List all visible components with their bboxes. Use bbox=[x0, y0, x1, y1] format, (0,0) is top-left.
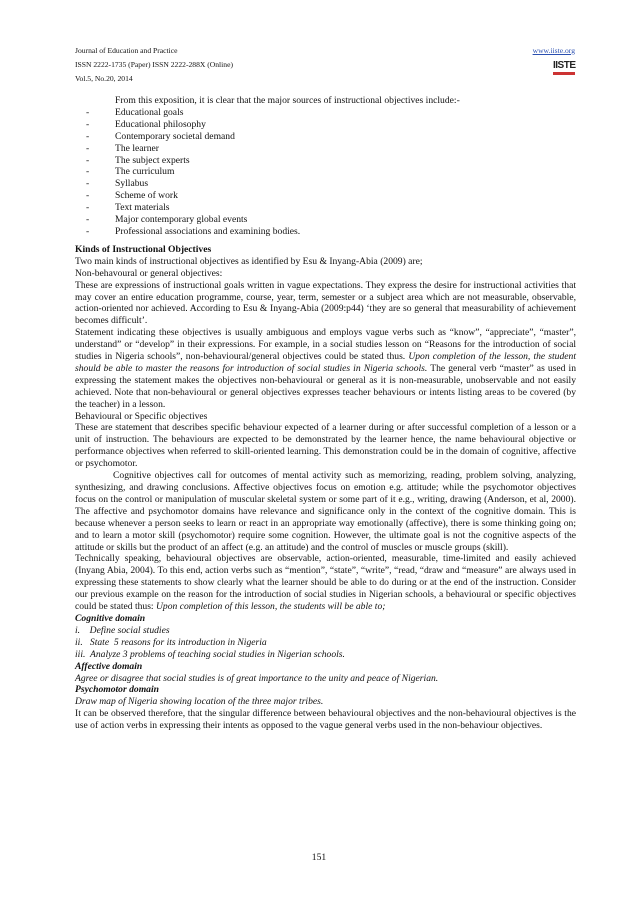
source-label: Educational philosophy bbox=[115, 118, 206, 130]
beh-heading: Behavioural or Specific objectives bbox=[75, 410, 208, 422]
list-item bbox=[75, 131, 576, 143]
list-item bbox=[75, 107, 576, 119]
cognitive-domain-heading: Cognitive domain bbox=[75, 612, 146, 624]
list-item bbox=[75, 155, 576, 167]
dash-bullet: - bbox=[86, 178, 90, 190]
dash-bullet: - bbox=[86, 202, 90, 214]
cognitive-item: iii. Analyze 3 problems of teaching social studies in Nigerian schools. bbox=[75, 648, 345, 660]
statement-italic-example: Upon completion of the lesson, the student should be able to master the reasons for introduction of social studies in Nigeria schools. bbox=[75, 351, 576, 374]
dash-bullet: - bbox=[86, 190, 90, 202]
kinds-heading: Kinds of Instructional Objectives bbox=[75, 243, 212, 255]
dash-bullet: - bbox=[86, 142, 90, 154]
dash-bullet: - bbox=[86, 106, 90, 118]
statement-paragraph bbox=[75, 327, 576, 410]
dash-bullet: - bbox=[86, 166, 90, 178]
cognitive-item: ii. State 5 reasons for its introduction in Nigeria bbox=[75, 636, 267, 648]
conclusion-paragraph: It can be observed therefore, that the singular difference between behavioural objectives and the non-behavioural objectives is the use of action verbs in expressing their intents as opposed to the vague general verbs used in the non-behaviour objectives. bbox=[75, 708, 576, 732]
cognitive-paragraph: Cognitive objectives call for outcomes of mental activity such as memorizing, reading, problem solving, analyzing, synthesizing, and drawing conclusions. Affective objectives focus on emotion e.g. attitude; while the psychomotor objectives focus on the control or manipulation of muscular skeletal system or some part of it e.g., writing, drawing (Anderson, et al, 2000). The affective and psychomotor domains have relevance and significance only in the context of the cognitive domain. This is because whenever a person seeks to learn or react in an appropriate way emotionally (affective), there is some thinking going on; and to learn a motor skill (psychomotor) require some cognition. However, the ultimate goal is not the cognitive aspects of the attitude or skills but the product of an affect (e.g. an attitude) and the control of muscles or muscle groups (skill). bbox=[75, 470, 576, 553]
list-item bbox=[75, 166, 576, 178]
logo-text: IISTE bbox=[553, 60, 576, 71]
source-label: Contemporary societal demand bbox=[115, 130, 235, 142]
technical-italic: Upon completion of this lesson, the students will be able to; bbox=[156, 601, 386, 613]
affective-domain-heading: Affective domain bbox=[75, 660, 143, 672]
list-item bbox=[75, 143, 576, 155]
dash-bullet: - bbox=[86, 130, 90, 142]
dash-bullet: - bbox=[86, 214, 90, 226]
sources-list bbox=[75, 107, 576, 238]
technical-text: Technically speaking, behavioural objectives are observable, action-oriented, measurable, time-limited and easily achieved (Inyang Abia, 2004). To this end, action verbs such as “mention”, “state”, “write”, “read, “draw and “measure” are always used in expressing these statements to show clearly what the learner should be able to do during or at the end of the instruction. Consider our previous example on the reason for the introduction of social studies in Nigerian schools, a behavioural or specific objectives could be stated thus: bbox=[75, 553, 576, 613]
source-label: Educational goals bbox=[115, 106, 184, 118]
beh-paragraph: These are statement that describes specific behaviour expected of a learner during or after successful completion of a lesson or a unit of instruction. The behaviours are expected to be demonstrated by the learner hence, the name behavioural objective or performance objectives when referred to skill-oriented learning. This demonstration could be in the domain of cognitive, affective or psychomotor. bbox=[75, 422, 576, 470]
technical-paragraph bbox=[75, 553, 576, 613]
source-label: Scheme of work bbox=[115, 190, 178, 202]
source-label: Text materials bbox=[115, 202, 170, 214]
dash-bullet: - bbox=[86, 118, 90, 130]
list-item bbox=[75, 119, 576, 131]
nonbeh-heading: Non-behavoural or general objectives: bbox=[75, 267, 223, 279]
list-item bbox=[75, 226, 576, 238]
psychomotor-domain-heading: Psychomotor domain bbox=[75, 684, 159, 696]
journal-header bbox=[75, 44, 575, 86]
list-item bbox=[75, 214, 576, 226]
dash-bullet: - bbox=[86, 225, 90, 237]
nonbeh-paragraph: These are expressions of instructional goals written in vague expectations. They express the desire for instructional activities that may cover an entire education programme, course, year, term, semester or a subject area which are not measurable, observable, action-oriented nor achieved. According to Esu & Inyang-Abia (2009:p44) ‘they are so general that measurability of achievement becomes difficult’. bbox=[75, 279, 576, 327]
iiste-logo bbox=[553, 60, 575, 80]
affective-item: Agree or disagree that social studies is of great importance to the unity and peace of Nigerian. bbox=[75, 672, 439, 684]
page-body bbox=[75, 95, 576, 732]
kinds-intro: Two main kinds of instructional objectives as identified by Esu & Inyang-Abia (2009) are; bbox=[75, 255, 423, 267]
list-item bbox=[75, 202, 576, 214]
source-label: Major contemporary global events bbox=[115, 214, 248, 226]
page-number: 151 bbox=[311, 852, 327, 863]
source-label: The subject experts bbox=[115, 154, 190, 166]
journal-title: Journal of Education and Practice bbox=[75, 46, 178, 55]
cognitive-item: i. Define social studies bbox=[75, 624, 170, 636]
journal-issn: ISSN 2222-1735 (Paper) ISSN 2222-288X (Online) bbox=[75, 60, 233, 69]
cognitive-list bbox=[75, 625, 576, 661]
list-item bbox=[75, 178, 576, 190]
journal-volume: Vol.5, No.20, 2014 bbox=[75, 74, 133, 83]
psychomotor-item: Draw map of Nigeria showing location of the three major tribes. bbox=[75, 696, 324, 708]
journal-url-link[interactable]: www.iiste.org bbox=[532, 46, 575, 55]
intro-sentence: From this exposition, it is clear that the major sources of instructional objectives include:- bbox=[115, 95, 460, 106]
source-label: Professional associations and examining bodies. bbox=[115, 225, 301, 237]
list-item bbox=[75, 190, 576, 202]
dash-bullet: - bbox=[86, 154, 90, 166]
statement-text-a: Statement indicating these objectives is usually ambiguous and employs vague verbs such as “know”, “appreciate”, “master”, understand” or “develop” in their expressions. For example, in a social studies lesson on “Reasons for the introduction of social studies in Nigeria schools”, non-behavioural/general objectives could be stated thus. bbox=[75, 327, 576, 363]
source-label: The learner bbox=[115, 142, 159, 154]
source-label: The curriculum bbox=[115, 166, 175, 178]
logo-bar bbox=[553, 72, 575, 75]
source-label: Syllabus bbox=[115, 178, 149, 190]
statement-text-b: The general verb “master” as used in expressing the statement makes the objectives non-behavioural or general as it is non-measurable, unobservable and not easily achieved. Note that non-behavioural or general objectives expresses teacher behaviours or intents listing areas to be covered (by the teacher) in a lesson. bbox=[75, 362, 577, 410]
